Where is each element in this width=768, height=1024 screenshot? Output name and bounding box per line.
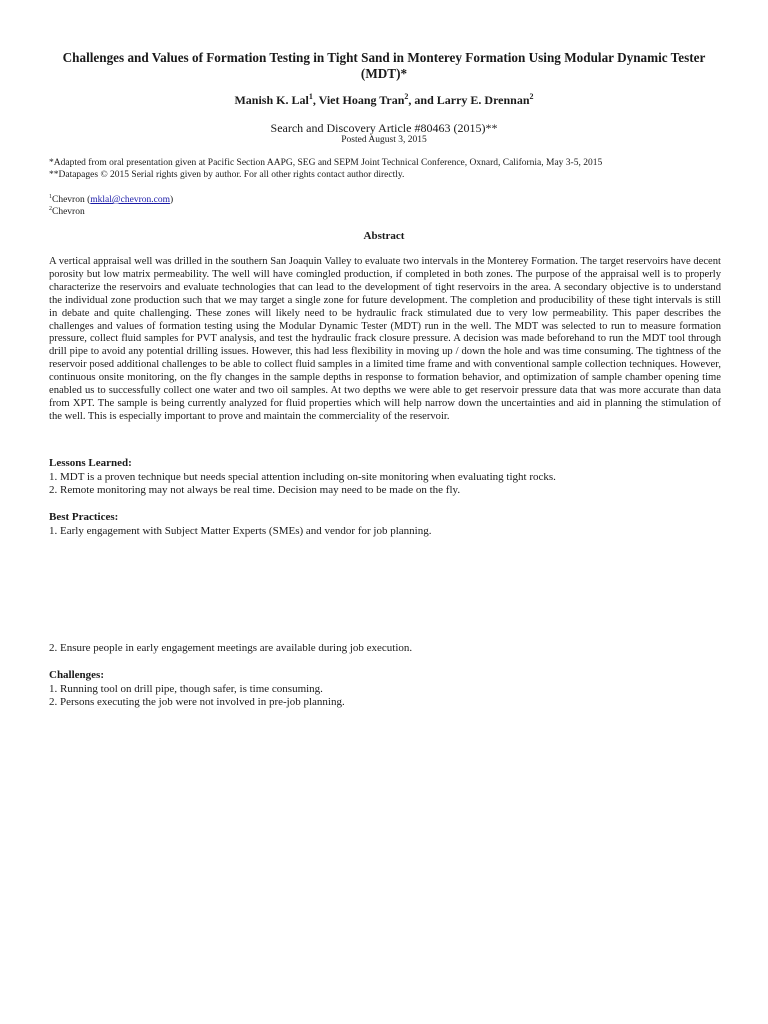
challenges-heading: Challenges: xyxy=(49,669,104,681)
affiliation-1 xyxy=(49,194,173,206)
list-item: 1. Running tool on drill pipe, though safer, is time consuming. xyxy=(49,682,323,695)
author-affiliation-marker: 1 xyxy=(308,92,313,101)
abstract-body: A vertical appraisal well was drilled in the southern San Joaquin Valley to evaluate two intervals in the Monterey Formation. The target reservoirs have decent porosity but low matrix permeability. The well will have comingled production, if completed in both zones. The purpose of the appraisal well is to properly characterize the reservoirs and evaluate technologies that can lead to the development of tight reservoirs in the area. A secondary objective is to understand the individual zone production such that we may target a single zone for future development. The completion and producibility of these tight intervals is still in debate and quite challenging. These zones will likely need to be hydraulic frack stimulated due to very low permeability. This paper describes the challenges and values of formation testing using the Modular Dynamic Tester (MDT) run in the well. The MDT was selected to run to measure formation pressure, collect fluid samples for PVT analysis, and test the hydraulic frack closure pressure. A decision was made beforehand to run the MDT tool through drill pipe to avoid any potential drilling issues. However, this had less flexibility in moving up / down the hole and was time consuming. The tightness of the reservoir posed additional challenges to be able to collect fluid samples in a limited time frame and with conventional sample collection techniques. However, continuous onsite monitoring, on the fly changes in the sample depths in response to formation behavior, and optimization of sample chamber opening time enabled us to successfully collect one water and two oil samples. At two depths we were able to get reservoir pressure data that was more accurate than data from XPT. The sample is being currently analyzed for fluid properties which will help narrow down the uncertainties and aid in planning the stimulation of the well. This is especially important to prove and maintain the commerciality of the reservoir. xyxy=(49,256,721,422)
article-number: Search and Discovery Article #80463 (2015)** xyxy=(270,121,498,135)
author-name: Larry E. Drennan xyxy=(436,93,530,107)
list-item: 1. MDT is a proven technique but needs special attention including on-site monitoring when evaluating tight rocks. xyxy=(49,470,556,483)
affiliation-org: Chevron xyxy=(52,207,85,217)
author-affiliation-marker: 2 xyxy=(404,92,409,101)
affiliation-org: Chevron ( xyxy=(52,195,91,205)
author-line xyxy=(0,93,768,108)
affiliation-suffix: ) xyxy=(169,195,174,205)
lessons-learned-heading: Lessons Learned: xyxy=(49,457,132,469)
list-item: 2. Persons executing the job were not involved in pre-job planning. xyxy=(49,696,345,708)
best-practices-heading: Best Practices: xyxy=(49,511,119,523)
posted-date: Posted August 3, 2015 xyxy=(341,135,427,145)
affiliation-marker: 2 xyxy=(49,205,52,212)
paper-title: Challenges and Values of Formation Testing in Tight Sand in Monterey Formation Using Modular Dynamic Tester (MDT)* xyxy=(62,50,706,81)
best-practices-section xyxy=(49,511,431,538)
lessons-learned-section xyxy=(49,457,556,498)
affiliations xyxy=(49,194,173,218)
abstract-heading: Abstract xyxy=(363,230,405,242)
affiliation-2 xyxy=(49,206,173,218)
author-name: Viet Hoang Tran xyxy=(318,93,405,107)
author-name: Manish K. Lal xyxy=(234,93,309,107)
footnotes xyxy=(49,157,602,181)
list-item: 1. Early engagement with Subject Matter Experts (SMEs) and vendor for job planning. xyxy=(49,524,432,537)
author-separator: , and xyxy=(408,93,437,107)
challenges-section xyxy=(49,669,345,710)
footnote-adapted: *Adapted from oral presentation given at Pacific Section AAPG, SEG and SEPM Joint Technical Conference, Oxnard, California, May 3-5, 2015 xyxy=(49,158,603,168)
author-separator: , xyxy=(312,93,319,107)
best-practices-continued xyxy=(49,642,412,656)
list-item: 2. Remote monitoring may not always be real time. Decision may need to be made on the fly. xyxy=(49,484,461,496)
affiliation-marker: 1 xyxy=(49,193,52,200)
footnote-copyright: **Datapages © 2015 Serial rights given by author. For all other rights contact author directly. xyxy=(49,170,405,180)
author-affiliation-marker: 2 xyxy=(529,92,534,101)
author-email-link[interactable]: mklal@chevron.com xyxy=(90,195,170,205)
list-item: 2. Ensure people in early engagement meetings are available during job execution. xyxy=(49,642,413,654)
